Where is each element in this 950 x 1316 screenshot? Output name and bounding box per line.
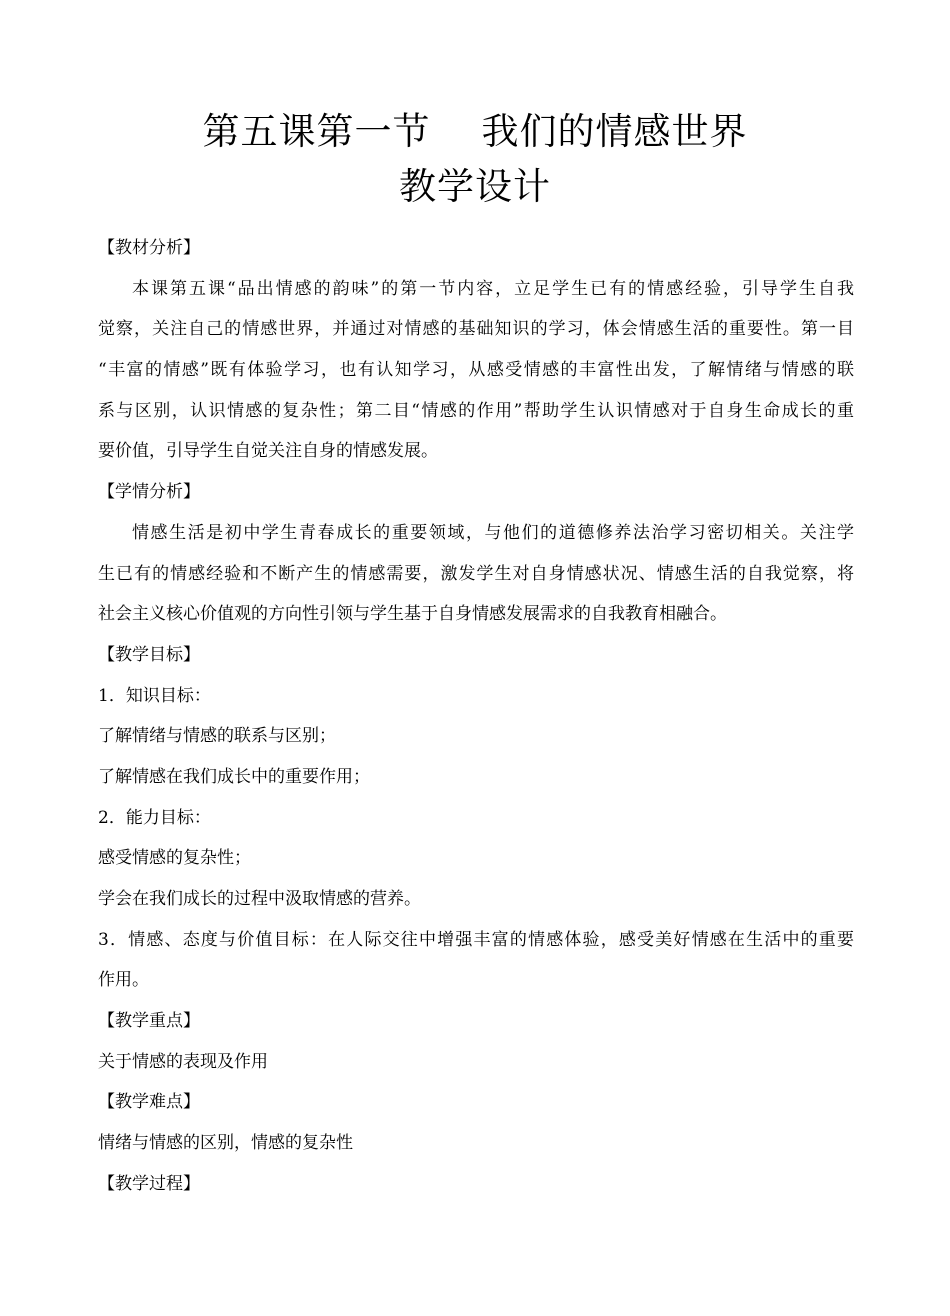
goal-item: 作用。 (98, 970, 149, 991)
section-heading-student-analysis: 【学情分析】 (98, 482, 200, 503)
paragraph-line: 觉察，关注自己的情感世界，并通过对情感的基础知识的学习，体会情感生活的重要性。第一目 (98, 319, 854, 340)
goal-item: 了解情感在我们成长中的重要作用； (98, 766, 370, 787)
paragraph-line: 情感生活是初中学生青春成长的重要领域，与他们的道德修养法治学习密切相关。关注学 (132, 522, 854, 543)
section-heading-teaching-process: 【教学过程】 (98, 1173, 200, 1194)
paragraph-line: 要价值，引导学生自觉关注自身的情感发展。 (98, 441, 438, 462)
key-point-text: 关于情感的表现及作用 (98, 1051, 268, 1072)
section-heading-key-points: 【教学重点】 (98, 1011, 200, 1032)
goal-item: 2．能力目标： (98, 807, 211, 828)
goal-item: 3．情感、态度与价值目标：在人际交往中增强丰富的情感体验，感受美好情感在生活中的重要 (98, 929, 854, 950)
paragraph-line: “丰富的情感”既有体验学习，也有认知学习，从感受情感的丰富性出发，了解情绪与情感的联 (98, 360, 854, 381)
difficulty-text: 情绪与情感的区别，情感的复杂性 (98, 1133, 353, 1154)
section-heading-teaching-goals: 【教学目标】 (98, 644, 200, 665)
goal-item: 了解情绪与情感的联系与区别； (98, 726, 336, 747)
section-heading-textbook-analysis: 【教材分析】 (98, 238, 200, 258)
paragraph-line: 本课第五课“品出情感的韵味”的第一节内容，立足学生已有的情感经验，引导学生自我 (132, 278, 854, 299)
paragraph-line: 社会主义核心价值观的方向性引领与学生基于自身情感发展需求的自我教育相融合。 (98, 604, 727, 625)
goal-item: 1．知识目标： (98, 685, 211, 706)
document-title: 第五课第一节 我们的情感世界 (202, 110, 748, 153)
document-subtitle: 教学设计 (399, 165, 551, 208)
document-body (98, 228, 854, 1205)
section-heading-difficulties: 【教学难点】 (98, 1092, 200, 1113)
goal-item: 感受情感的复杂性； (98, 848, 251, 869)
paragraph-line: 生已有的情感经验和不断产生的情感需要，激发学生对自身情感状况、情感生活的自我觉察，将 (98, 563, 854, 584)
goal-item: 学会在我们成长的过程中汲取情感的营养。 (98, 889, 421, 909)
paragraph-line: 系与区别，认识情感的复杂性；第二目“情感的作用”帮助学生认识情感对于自身生命成长的重 (98, 400, 854, 421)
